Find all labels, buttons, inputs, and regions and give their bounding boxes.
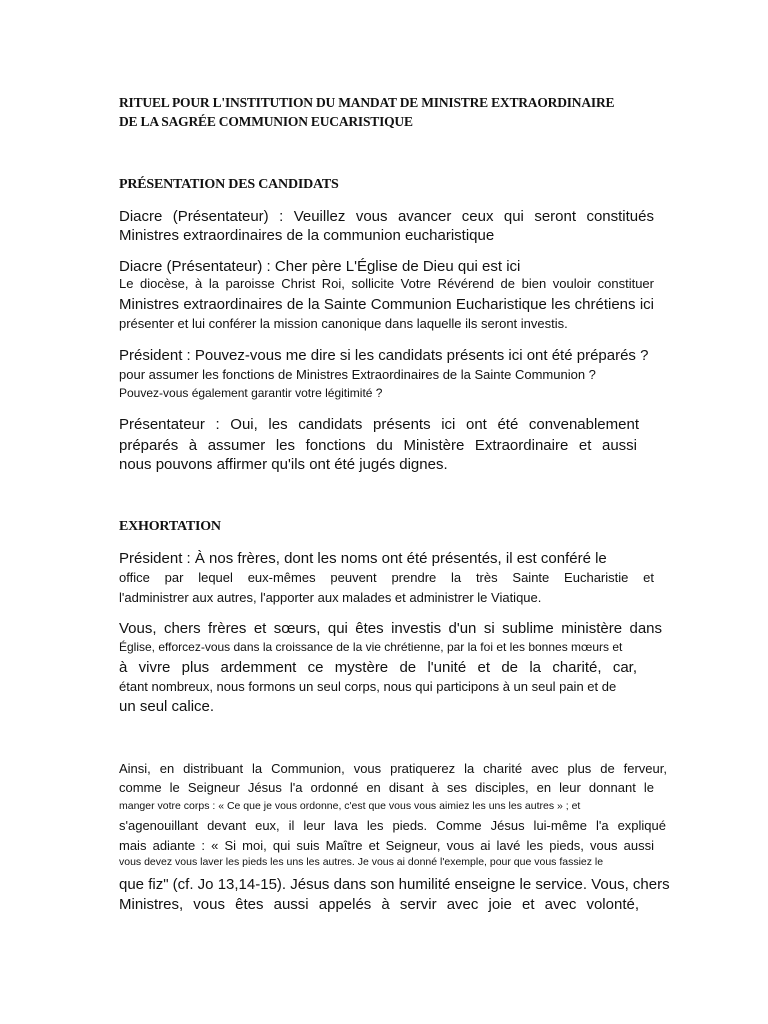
paragraph-line: Pouvez-vous également garantir votre légitimité ? bbox=[119, 386, 383, 400]
paragraph-line: Ministres, vous êtes aussi appelés à servir avec joie et avec volonté, bbox=[119, 896, 639, 913]
paragraph-line: vous devez vous laver les pieds les uns les autres. Je vous ai donné l'exemple, pour que vous fassiez le bbox=[119, 856, 604, 868]
paragraph-line: Président : À nos frères, dont les noms ont été présentés, il est conféré le bbox=[119, 550, 607, 567]
paragraph-line: Président : Pouvez-vous me dire si les candidats présents ici ont été préparés ? bbox=[119, 347, 649, 364]
section-heading-exhortation: EXHORTATION bbox=[119, 519, 221, 534]
paragraph-line: que fiz" (cf. Jo 13,14-15). Jésus dans son humilité enseigne le service. Vous, chers bbox=[119, 876, 670, 893]
paragraph-line: Diacre (Présentateur) : Cher père L'Église de Dieu qui est ici bbox=[119, 258, 521, 275]
paragraph-line: étant nombreux, nous formons un seul corps, nous qui participons à un seul pain et de bbox=[119, 679, 617, 694]
paragraph-line: Ministres extraordinaires de la Sainte Communion Eucharistique les chrétiens ici bbox=[119, 296, 654, 313]
paragraph-line: préparés à assumer les fonctions du Ministère Extraordinaire et aussi bbox=[119, 437, 637, 454]
paragraph-line: nous pouvons affirmer qu'ils ont été jugés dignes. bbox=[119, 456, 448, 473]
paragraph-line: pour assumer les fonctions de Ministres Extraordinaires de la Sainte Communion ? bbox=[119, 367, 596, 382]
paragraph-line: l'administrer aux autres, l'apporter aux malades et administrer le Viatique. bbox=[119, 590, 542, 605]
paragraph-line: Église, efforcez-vous dans la croissance de la vie chrétienne, par la foi et les bonnes mœurs et bbox=[119, 640, 623, 654]
paragraph-line: manger votre corps : « Ce que je vous ordonne, c'est que vous vous aimiez les uns les autres » ; et bbox=[119, 800, 581, 812]
paragraph-line: présenter et lui conférer la mission canonique dans laquelle ils seront investis. bbox=[119, 316, 568, 331]
document-title-line-2: DE LA SAGRÉE COMMUNION EUCARISTIQUE bbox=[119, 114, 413, 129]
paragraph-line: office par lequel eux-mêmes peuvent prendre la très Sainte Eucharistie et bbox=[119, 570, 654, 585]
paragraph-line: Ainsi, en distribuant la Communion, vous pratiquerez la charité avec plus de ferveur, bbox=[119, 761, 667, 776]
paragraph-line: Diacre (Présentateur) : Veuillez vous avancer ceux qui seront constitués bbox=[119, 208, 654, 225]
section-heading-presentation: PRÉSENTATION DES CANDIDATS bbox=[119, 177, 339, 192]
paragraph-line: s'agenouillant devant eux, il leur lava les pieds. Comme Jésus lui-même l'a expliqué bbox=[119, 818, 666, 833]
document-title-line-1: RITUEL POUR L'INSTITUTION DU MANDAT DE MINISTRE EXTRAORDINAIRE bbox=[119, 95, 615, 110]
paragraph-line: Ministres extraordinaires de la communion eucharistique bbox=[119, 227, 495, 244]
paragraph-line: comme le Seigneur Jésus l'a ordonné en disant à ses disciples, en leur donnant le bbox=[119, 780, 654, 795]
paragraph-line: Vous, chers frères et sœurs, qui êtes investis d'un si sublime ministère dans bbox=[119, 620, 662, 637]
paragraph-line: mais adiante : « Si moi, qui suis Maître et Seigneur, vous ai lavé les pieds, vous aussi bbox=[119, 838, 654, 853]
paragraph-line: Présentateur : Oui, les candidats présents ici ont été convenablement bbox=[119, 416, 639, 433]
paragraph-line: un seul calice. bbox=[119, 698, 215, 715]
paragraph-line: Le diocèse, à la paroisse Christ Roi, sollicite Votre Révérend de bien vouloir constituer bbox=[119, 276, 654, 291]
paragraph-line: à vivre plus ardemment ce mystère de l'unité et de la charité, car, bbox=[119, 659, 637, 676]
